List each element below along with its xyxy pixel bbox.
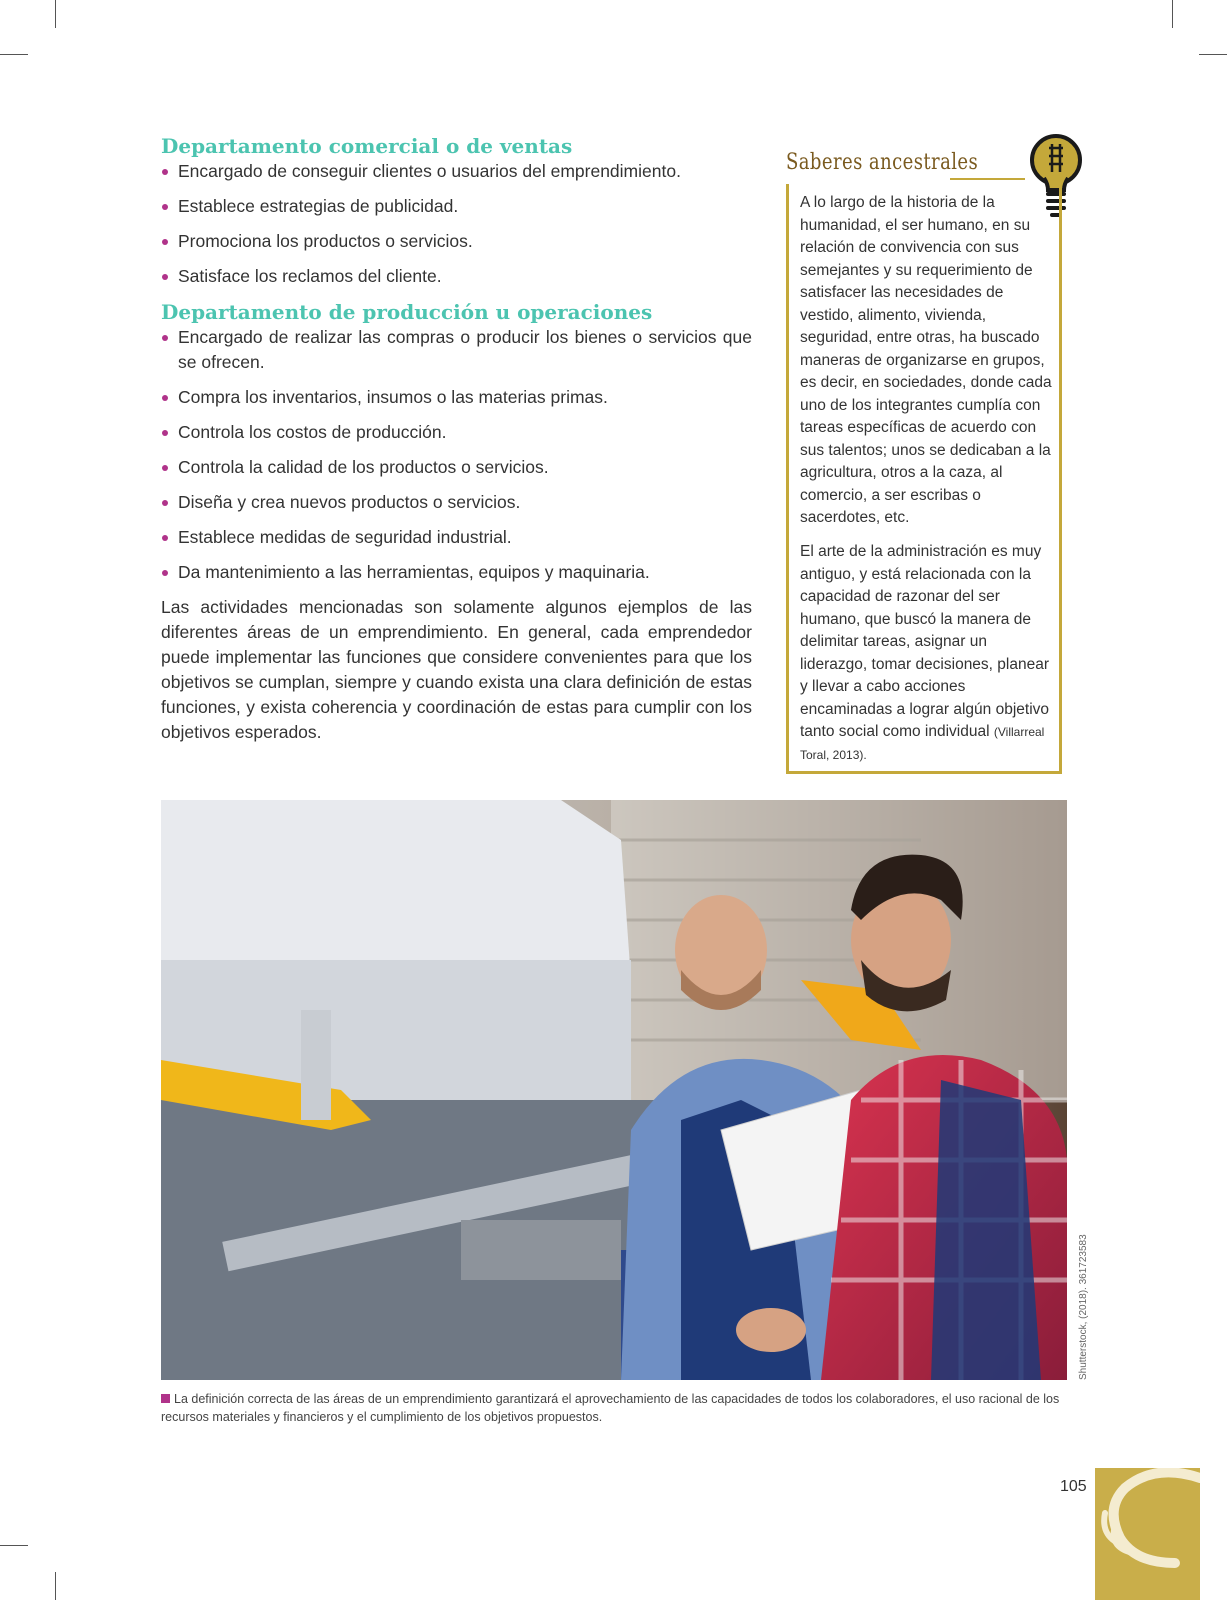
bullet-icon xyxy=(162,465,168,471)
list-item: Controla la calidad de los productos o servicios. xyxy=(161,455,752,480)
photo-illustration xyxy=(161,800,1067,1380)
bullet-icon xyxy=(162,535,168,541)
list-item: Promociona los productos o servicios. xyxy=(161,229,752,254)
caption-marker-icon xyxy=(161,1394,170,1403)
title-rule xyxy=(950,178,1025,180)
section-heading-production: Departamento de producción u operaciones xyxy=(161,300,653,324)
crop-mark xyxy=(0,1545,28,1546)
main-column xyxy=(161,133,752,745)
bullet-icon xyxy=(162,239,168,245)
workshop-photo xyxy=(161,800,1067,1380)
hands-icon xyxy=(1095,1468,1200,1600)
section-heading-sales: Departamento comercial o de ventas xyxy=(161,134,573,158)
bullet-icon xyxy=(162,500,168,506)
sidebar-paragraph-2 xyxy=(800,541,1054,766)
photo-caption xyxy=(161,1390,1067,1426)
sidebar-paragraph-2-text: El arte de la administración es muy antiguo, y está relacionada con la capacidad de razonar del ser humano, que buscó la manera de delimitar tareas, asignar un liderazgo, tomar decisiones, planear y llevar a cabo acciones encaminadas a lograr algún objetivo tanto social como individual xyxy=(800,543,1050,740)
crop-mark xyxy=(1172,0,1173,28)
list-item: Encargado de conseguir clientes o usuarios del emprendimiento. xyxy=(161,159,752,184)
crop-mark xyxy=(0,54,28,55)
bullet-icon xyxy=(162,169,168,175)
list-item: Compra los inventarios, insumos o las materias primas. xyxy=(161,385,752,410)
bullet-icon xyxy=(162,570,168,576)
sidebar-paragraph-1: A lo largo de la historia de la humanidad, el ser humano, en su relación de convivencia con sus semejantes y su requerimiento de satisfacer las necesidades de vestido, alimento, vivienda, seguridad, entre otras, ha buscado maneras de organizarse en grupos, es decir, en sociedades, donde cada uno de los integrantes cumplía con tareas específicas de acuerdo con sus talentos; unos se dedicaban a la agricultura, otros a la caza, al comercio, a ser escribas o sacerdotes, etc. xyxy=(800,194,1052,526)
sidebar-title: Saberes ancestrales xyxy=(786,150,979,175)
list-item: Da mantenimiento a las herramientas, equipos y maquinaria. xyxy=(161,560,752,585)
crop-mark xyxy=(55,1572,56,1600)
photo-credit: Shutterstock, (2018). 361723583 xyxy=(1078,1234,1089,1380)
page-number: 105 xyxy=(1060,1478,1087,1495)
list-item: Controla los costos de producción. xyxy=(161,420,752,445)
crop-mark xyxy=(1199,54,1227,55)
list-item: Diseña y crea nuevos productos o servicios. xyxy=(161,490,752,515)
production-list xyxy=(161,325,752,585)
crop-mark xyxy=(55,0,56,28)
list-item: Establece estrategias de publicidad. xyxy=(161,194,752,219)
bullet-icon xyxy=(162,274,168,280)
list-item: Satisface los reclamos del cliente. xyxy=(161,264,752,289)
corner-decoration xyxy=(1095,1468,1200,1600)
list-item: Encargado de realizar las compras o producir los bienes o servicios que se ofrecen. xyxy=(161,325,752,375)
bullet-icon xyxy=(162,395,168,401)
bullet-icon xyxy=(162,335,168,341)
sales-list xyxy=(161,159,752,289)
citation: (Villarreal Toral, 2013). xyxy=(800,725,1045,762)
closing-paragraph: Las actividades mencionadas son solamente algunos ejemplos de las diferentes áreas de un emprendimiento. En general, cada emprendedor puede implementar las funciones que considere convenientes para que los objetivos se cumplan, siempre y cuando exista una clara definición de estas funciones, y exista coherencia y coordinación de estas para cumplir con los objetivos esperados. xyxy=(161,597,752,742)
list-item: Establece medidas de seguridad industrial. xyxy=(161,525,752,550)
bullet-icon xyxy=(162,204,168,210)
bullet-icon xyxy=(162,430,168,436)
caption-text: La definición correcta de las áreas de un emprendimiento garantizará el aprovechamiento de las capacidades de todos los colaboradores, el uso racional de los recursos materiales y financieros y el cumplimiento de los objetivos propuestos. xyxy=(161,1392,1060,1424)
